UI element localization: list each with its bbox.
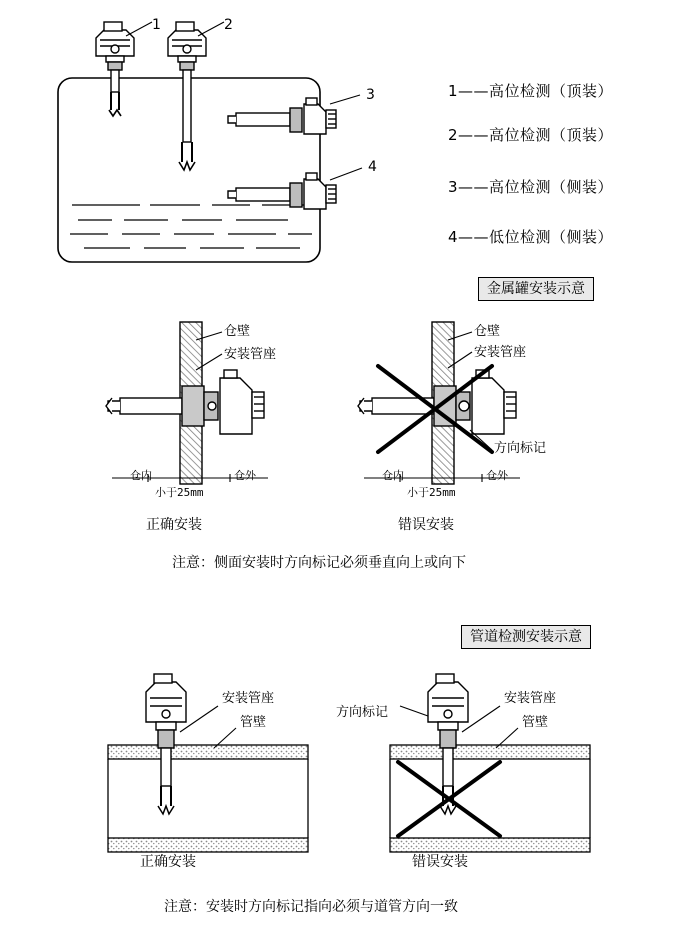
tank-left-inside-label: 仓内 <box>130 469 152 482</box>
legend-item-3: 3——高位检测（侧装） <box>448 178 614 196</box>
sensor-1-top-short <box>96 22 134 116</box>
legend-item-4: 4——低位检测（侧装） <box>448 228 614 246</box>
section-title-pipe: 管道检测安装示意 <box>461 625 591 649</box>
callout-2-label: 2 <box>224 17 233 33</box>
tank-left-socket-label: 安装管座 <box>224 347 277 362</box>
tank-right-inside-label: 仓内 <box>382 469 404 482</box>
tank-right-caption: 错误安装 <box>398 517 454 533</box>
tank-right-mark-label: 方向标记 <box>494 441 547 456</box>
pipe-note: 注意：安装时方向标记指向必须与道管方向一致 <box>164 899 458 915</box>
tank-right-socket-label: 安装管座 <box>474 345 527 360</box>
pipe-right-group <box>390 745 590 852</box>
callout-3-label: 3 <box>366 87 375 103</box>
pipe-right-caption: 错误安装 <box>412 854 468 870</box>
tank-right-dimension-label: 小于25mm <box>407 486 456 499</box>
pipe-right-mark-label: 方向标记 <box>336 705 389 720</box>
tank-left-wall-label: 仓壁 <box>224 324 251 339</box>
section-title-tank: 金属罐安装示意 <box>478 277 594 301</box>
tank-note: 注意：侧面安装时方向标记必须垂直向上或向下 <box>172 555 466 571</box>
pipe-left-caption: 正确安装 <box>140 854 196 870</box>
tank-left-caption: 正确安装 <box>146 517 202 533</box>
pipe-left-group <box>108 745 308 852</box>
leader-pipe-left <box>180 706 236 748</box>
sensor-2-top-long <box>168 22 206 170</box>
callout-1-label: 1 <box>152 17 161 33</box>
pipe-right-wall-label: 管壁 <box>522 715 549 730</box>
pipe-left-wall-label: 管壁 <box>240 715 267 730</box>
callout-leaders-top <box>126 22 362 180</box>
legend-item-2: 2——高位检测（顶装） <box>448 126 614 144</box>
tank-right-outside-label: 仓外 <box>486 469 508 482</box>
sensor-pipe-correct <box>146 674 186 814</box>
sensor-pipe-wrong <box>428 674 468 814</box>
pipe-right-socket-label: 安装管座 <box>504 691 557 706</box>
tank-left-outside-label: 仓外 <box>234 469 256 482</box>
callout-4-label: 4 <box>368 159 377 175</box>
liquid-level-dashes <box>70 205 312 248</box>
tank-right-wall-label: 仓壁 <box>474 324 501 339</box>
tank-left-dimension-label: 小于25mm <box>155 486 204 499</box>
pipe-left-socket-label: 安装管座 <box>222 691 275 706</box>
legend-item-1: 1——高位检测（顶装） <box>448 82 614 100</box>
